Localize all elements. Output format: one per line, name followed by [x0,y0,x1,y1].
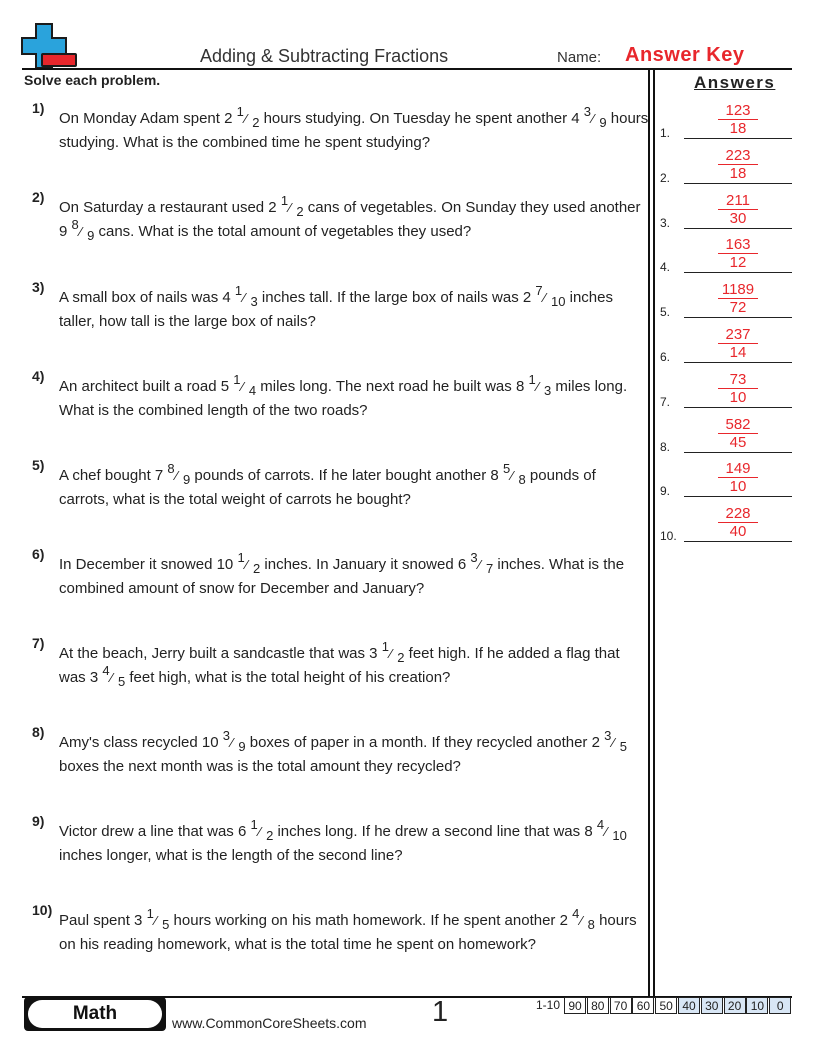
problem-text [59,372,649,423]
fraction-slash: ⁄ [478,557,481,572]
answer-row [660,498,794,543]
fraction-slash: ⁄ [230,735,234,750]
problem-text-segment: inches tall. If the large box of nails was 2 [257,289,536,306]
problem-text-segment: Victor drew a line that was 6 [59,823,251,840]
answer-number: 3. [660,215,671,230]
fraction-numerator: 1 [250,817,258,832]
problem-number: 7) [32,635,45,651]
fraction-numerator: 8 [71,217,79,232]
problem-text-segment: A chef bought 7 [59,467,168,484]
fraction-denominator: 2 [266,828,274,843]
fraction-denominator: 8 [518,472,526,487]
problem-text [59,104,649,155]
fraction [146,906,170,932]
fraction-slash: ⁄ [258,824,261,839]
problem-text-segment: boxes of paper in a month. If they recycled another 2 [245,734,605,751]
website-link[interactable]: www.CommonCoreSheets.com [172,1015,367,1031]
fraction-denominator: 5 [619,739,627,754]
fraction-denominator: 2 [397,650,405,665]
answer-row [660,140,794,185]
fraction-denominator: 10 [550,294,566,309]
fraction-slash: ⁄ [79,224,82,239]
fraction-numerator: 8 [167,461,175,476]
problem-text [59,283,649,334]
problem-number: 2) [32,189,45,205]
answer-line [684,541,792,542]
fraction-numerator: 4 [596,817,605,832]
fraction-numerator: 1 [528,372,536,387]
fraction-numerator: 1 [237,550,245,565]
fraction-numerator: 3 [583,104,592,119]
fraction-slash: ⁄ [154,913,157,928]
fraction [233,372,257,398]
fraction-slash: ⁄ [289,200,292,215]
fraction-denominator: 10 [612,828,627,843]
fraction-numerator: 1 [236,104,244,119]
problem-text-segment: miles long. The next road he built was 8 [256,378,529,395]
problem-number: 4) [32,368,45,384]
logo-icon [20,22,80,70]
fraction-slash: ⁄ [543,290,546,305]
fraction [596,817,627,843]
answer-number: 9. [660,484,671,499]
problem-text-segment: cans. What is the total amount of vegetables they used? [94,223,472,240]
fraction-numerator: 7 [535,283,543,298]
answer-numerator: 223 [718,147,758,165]
fraction-denominator: 9 [87,228,95,243]
fraction [470,550,494,576]
problem-number: 3) [32,279,45,295]
problem-text-segment: Amy's class recycled 10 [59,734,223,751]
fraction [604,728,627,754]
score-cell: 60 [632,997,654,1014]
fraction-denominator: 9 [183,472,191,487]
fraction-denominator: 7 [485,561,494,576]
problem-text [59,193,649,244]
fraction-denominator: 9 [238,739,246,754]
problem-text-segment: hours on his reading homework, what is the total time he spent on homework? [59,912,637,953]
answer-fraction [718,281,758,316]
fraction-slash: ⁄ [175,468,178,483]
answer-denominator: 18 [729,120,747,137]
answer-number: 5. [660,305,671,320]
problem-number: 6) [32,546,45,562]
fraction-denominator: 8 [587,917,595,932]
problem-number: 1) [32,100,45,116]
problem-text-segment: feet high. If he added a flag that was 3 [59,645,620,686]
score-cell: 50 [655,997,677,1014]
fraction [222,728,246,754]
fraction-slash: ⁄ [536,379,539,394]
score-cell: 0 [769,997,791,1014]
fraction-denominator: 9 [599,115,607,130]
answer-numerator: 123 [718,102,758,120]
score-cell: 70 [610,997,632,1014]
fraction-denominator: 2 [252,115,260,130]
answer-denominator: 72 [729,299,747,317]
score-cell: 90 [564,997,586,1014]
fraction-slash: ⁄ [511,468,514,483]
problem-text-segment: At the beach, Jerry built a sandcastle that was 3 [59,645,382,662]
fraction-slash: ⁄ [605,824,608,839]
fraction [583,104,607,130]
fraction [71,217,95,243]
fraction [572,906,595,932]
answer-row [660,229,794,274]
fraction-denominator: 5 [117,674,126,689]
problem-text-segment: hours studying. On Tuesday he spent another 4 [259,110,584,127]
fraction-denominator: 4 [248,383,257,398]
worksheet-title: Adding & Subtracting Fractions [200,46,449,66]
score-cell: 40 [678,997,700,1014]
answer-denominator: 45 [729,433,747,451]
answer-denominator: 10 [729,478,747,496]
problem-text-segment: On Monday Adam spent 2 [59,110,237,127]
answer-denominator: 10 [729,388,747,406]
answer-row [660,453,794,498]
fraction [236,104,260,130]
problem-text-segment: inches longer, what is the length of the second line? [59,847,403,864]
problem-text [59,461,649,512]
fraction-numerator: 1 [233,372,241,387]
fraction-slash: ⁄ [244,111,248,126]
problem-text-segment: hours studying. What is the combined time he spent studying? [59,110,649,151]
instructions: Solve each problem. [24,72,161,88]
answer-number: 8. [660,439,671,454]
answer-fraction [718,236,758,271]
fraction [237,550,261,576]
header-divider [22,68,792,70]
answer-fraction [718,326,758,361]
problem-text-segment: hours working on his math homework. If he spent another 2 [169,912,573,929]
answer-number: 4. [660,260,671,275]
problem-text-segment: inches. What is the combined amount of snow for December and January? [59,556,625,597]
fraction-slash: ⁄ [110,670,113,685]
answer-fraction [718,192,758,227]
problem-text-segment: An architect built a road 5 [59,378,234,395]
score-cell: 30 [701,997,723,1014]
problem-text-segment: inches long. If he drew a second line that was 8 [273,823,597,840]
fraction-denominator: 2 [296,204,304,219]
problem-text-segment: A small box of nails was 4 [59,289,235,306]
problem-text-segment: cans of vegetables. On Sunday they used another 9 [59,199,641,240]
answer-denominator: 30 [729,209,747,227]
answer-fraction [718,460,758,495]
answer-number: 10. [660,529,677,544]
problem-number: 5) [32,457,45,473]
fraction-numerator: 3 [604,728,612,743]
answer-numerator: 228 [718,505,758,523]
problem-number: 8) [32,724,45,740]
fraction [167,461,191,487]
score-cell: 10 [746,997,768,1014]
score-cell: 80 [587,997,609,1014]
fraction-numerator: 4 [572,906,580,921]
problem-text-segment: miles long. What is the combined length of the two roads? [59,378,628,419]
answer-fraction [718,371,758,406]
problem-text [59,906,649,957]
answer-fraction [718,416,758,451]
score-range-label: 1-10 [536,998,561,1012]
fraction [535,283,566,309]
problem-text-segment: Paul spent 3 [59,912,147,929]
fraction [280,193,304,219]
fraction [381,639,405,665]
answer-row [660,274,794,319]
problem-number: 10) [32,902,53,918]
fraction [502,461,526,487]
answer-denominator: 14 [729,344,747,361]
fraction-slash: ⁄ [580,913,583,928]
fraction-slash: ⁄ [241,379,244,394]
name-label: Name: [557,49,602,66]
answer-denominator: 12 [729,254,747,272]
problem-text [59,550,649,601]
score-cell: 20 [724,997,746,1014]
problem-text [59,639,649,690]
problem-text-segment: feet high, what is the total height of his creation? [125,669,451,686]
answer-fraction [718,147,758,182]
answer-fraction [718,505,758,540]
fraction-slash: ⁄ [243,290,246,305]
fraction-numerator: 1 [381,639,389,654]
fraction-numerator: 3 [222,728,230,743]
answer-number: 2. [660,170,671,185]
answer-fraction [718,102,758,137]
fraction-numerator: 4 [102,663,110,678]
problem-text [59,817,649,868]
fraction-denominator: 3 [250,294,258,309]
answer-numerator: 163 [718,236,758,254]
problem-text-segment: pounds of carrots. If he later bought another 8 [190,467,503,484]
answer-row [660,364,794,409]
fraction-numerator: 5 [502,461,511,476]
column-divider [653,70,655,996]
answer-denominator: 40 [729,523,747,541]
fraction [234,283,258,309]
fraction [250,817,274,843]
answer-denominator: 18 [729,164,747,182]
answers-title: Answers [694,73,776,92]
answer-key-label: Answer Key [625,44,745,66]
fraction-denominator: 2 [253,561,261,576]
fraction-numerator: 1 [146,906,154,921]
problem-number: 9) [32,813,45,829]
answer-numerator: 1189 [718,281,758,299]
fraction-slash: ⁄ [612,735,615,750]
answer-numerator: 237 [718,326,758,344]
problem-text-segment: inches taller, how tall is the large box of nails? [59,289,613,330]
answer-row [660,319,794,364]
answer-number: 6. [660,350,671,364]
fraction-slash: ⁄ [245,557,248,572]
fraction-numerator: 1 [280,193,289,208]
fraction [528,372,552,398]
answer-numerator: 73 [718,371,758,389]
answer-row [660,185,794,230]
fraction-numerator: 1 [234,283,243,298]
fraction-slash: ⁄ [592,111,595,126]
problem-text-segment: In December it snowed 10 [59,556,238,573]
page-number: 1 [432,996,449,1028]
answer-number: 7. [660,394,671,409]
answer-number: 1. [660,126,671,140]
fraction-slash: ⁄ [389,646,393,661]
answer-numerator: 149 [718,460,758,478]
fraction-numerator: 3 [470,550,478,565]
fraction [102,663,126,689]
subject-label: Math [28,1000,162,1028]
answer-numerator: 211 [718,192,758,210]
problem-text-segment: pounds of carrots, what is the total weight of carrots he bought? [59,467,596,508]
answer-row [660,409,794,454]
answer-numerator: 582 [718,416,758,434]
problem-text-segment: boxes the next month was is the total amount they recycled? [59,758,461,775]
fraction-denominator: 5 [162,917,170,932]
problem-text-segment: On Saturday a restaurant used 2 [59,199,281,216]
problem-text [59,728,649,779]
problem-text-segment: inches. In January it snowed 6 [260,556,471,573]
answer-row [660,95,794,140]
fraction-denominator: 3 [544,383,552,398]
